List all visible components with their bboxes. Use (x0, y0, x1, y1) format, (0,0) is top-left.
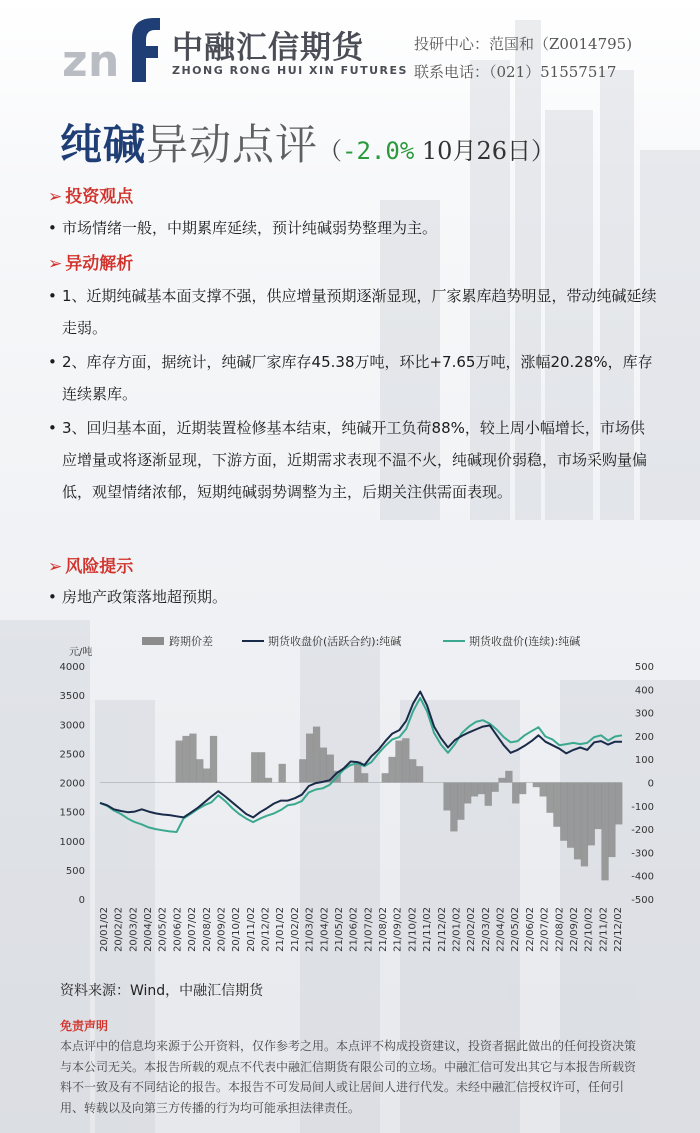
x-tick-label: 20/12/02 (260, 907, 272, 952)
x-tick-label: 21/05/02 (333, 907, 345, 952)
bullet-dot-icon: • (48, 419, 57, 437)
x-tick-label: 22/05/02 (510, 907, 522, 952)
disclaimer-text: 本点评中的信息均来源于公开资料，仅作参考之用。本点评不构成投资建议，投资者据此做出的任何投资决策与本公司无关。本报告所载的观点不代表中融汇信期货有限公司的立场。中融汇信可发出其它与本报告所载资料不一致及有不同结论的报告。本报告不可发局间人或让居间人进行代发。未经中融汇信授权许可，任何引用、转载以及向第三方传播的行为均可能承担法律责任。 (60, 1039, 637, 1115)
spread-bar (258, 752, 265, 782)
x-tick-label: 20/08/02 (201, 907, 213, 952)
x-tick-label: 21/09/02 (392, 907, 404, 952)
spread-bar (182, 736, 189, 783)
y-right-tick-label: 0 (647, 778, 654, 790)
x-tick-label: 22/03/02 (480, 907, 492, 952)
y-left-tick-label: 3500 (59, 691, 85, 703)
x-tick-label: 22/08/02 (554, 907, 566, 952)
y-right-tick-label: -300 (631, 848, 654, 860)
spread-bar (553, 783, 560, 827)
spread-bar (505, 771, 512, 783)
title-paren: （ (318, 137, 343, 165)
y-left-tick-label: 2500 (59, 749, 85, 761)
spread-bar (546, 783, 553, 813)
chart-svg (50, 628, 665, 963)
spread-bar (279, 764, 286, 783)
y-right-tick-label: 400 (634, 685, 654, 697)
y-axis-unit-label: 元/吨 (69, 647, 93, 658)
spread-bar (196, 759, 203, 782)
spread-bar (361, 773, 368, 782)
company-logo-icon (62, 12, 166, 82)
svg-text:n: n (88, 36, 120, 82)
spread-bar (203, 769, 210, 783)
spread-bar (409, 759, 416, 782)
x-tick-label: 20/04/02 (143, 907, 155, 952)
x-tick-label: 21/02/02 (289, 907, 301, 952)
legend-label-active: 期货收盘价(活跃合约):纯碱 (268, 635, 402, 648)
spread-bar (450, 783, 457, 832)
spread-bar (265, 778, 272, 783)
section-heading-analysis: ➢ 异动解析 (48, 254, 134, 274)
contact-phone: 联系电话：（021）51557517 (414, 63, 617, 81)
y-left-tick-label: 1000 (59, 836, 85, 848)
spread-bar (498, 778, 505, 783)
y-left-tick-label: 3000 (59, 720, 85, 732)
y-left-tick-label: 2000 (59, 778, 85, 790)
x-tick-label: 22/01/02 (451, 907, 463, 952)
bullet-item: • 3、回归基本面，近期装置检修基本结束，纯碱开工负荷88%，较上周小幅增长，市场供应增量或将逐渐显现，下游方面，近期需求表现不温不火，纯碱现价弱稳，市场采购量偏低，观望情绪浓郁，短期纯碱弱势调整为主，后期关注供需面表现。 (48, 412, 658, 508)
spread-bar (492, 783, 499, 792)
y-left-tick-label: 4000 (59, 662, 85, 673)
x-tick-label: 22/10/02 (583, 907, 595, 952)
spread-bar (560, 783, 567, 841)
report-title (60, 112, 555, 172)
y-right-tick-label: 200 (634, 731, 654, 743)
x-tick-label: 20/03/02 (128, 907, 140, 952)
spread-bar (306, 734, 313, 783)
y-right-tick-label: -200 (631, 825, 654, 837)
spread-bar (320, 748, 327, 783)
data-source: 资料来源：Wind，中融汇信期货 (60, 983, 264, 999)
x-tick-label: 20/06/02 (172, 907, 184, 952)
bullet-item: • 2、库存方面，据统计，纯碱厂家库存45.38万吨，环比+7.65万吨，涨幅20.28%，库存连续累库。 (48, 346, 658, 410)
x-tick-label: 22/02/02 (466, 907, 478, 952)
spread-bar (588, 783, 595, 846)
spread-bar (615, 783, 622, 825)
title-subject: 异动点评 (146, 120, 319, 169)
report-header (0, 0, 700, 100)
disclaimer-title: 免责声明 (60, 1019, 109, 1033)
x-tick-label: 20/11/02 (245, 907, 257, 952)
x-tick-label: 21/08/02 (378, 907, 390, 952)
x-tick-label: 22/09/02 (568, 907, 580, 952)
bullet-item: • 1、近期纯碱基本面支撑不强，供应增量预期逐渐显现，厂家累库趋势明显，带动纯碱延续走弱。 (48, 280, 658, 344)
x-tick-label: 22/07/02 (539, 907, 551, 952)
spread-bar (176, 741, 183, 783)
chevron-right-icon: ➢ (48, 254, 63, 274)
spread-bar (485, 783, 492, 806)
spread-bar (189, 734, 196, 783)
bullet-dot-icon: • (48, 353, 57, 371)
bullet-dot-icon: • (48, 287, 57, 305)
y-left-tick-label: 0 (78, 895, 85, 906)
spread-bar (382, 773, 389, 782)
x-tick-label: 22/04/02 (495, 907, 507, 952)
x-tick-label: 21/06/02 (348, 907, 360, 952)
x-tick-label: 21/04/02 (319, 907, 331, 952)
y-left-tick-label: 500 (65, 865, 85, 877)
spread-bar (581, 783, 588, 867)
company-name-en: ZHONG RONG HUI XIN FUTURES (172, 64, 408, 77)
bullet-item: • 市场情绪一般，中期累库延续，预计纯碱弱势整理为主。 (48, 212, 658, 244)
spread-bar (416, 766, 423, 782)
x-tick-label: 22/12/02 (613, 907, 624, 952)
spread-bar (595, 783, 602, 830)
chevron-right-icon: ➢ (48, 557, 63, 577)
title-change-pct: -2.0% (342, 137, 415, 165)
spread-bar (601, 783, 608, 881)
legend-label-spread: 跨期价差 (169, 635, 213, 648)
price-spread-chart (50, 628, 665, 963)
legend-label-continuous: 期货收盘价(连续):纯碱 (469, 635, 581, 648)
y-right-tick-label: -100 (631, 801, 654, 813)
x-tick-label: 21/10/02 (407, 907, 419, 952)
spread-bar (512, 783, 519, 804)
x-tick-label: 20/07/02 (187, 907, 199, 952)
spread-bar (540, 783, 547, 797)
x-tick-label: 21/11/02 (422, 907, 434, 952)
y-right-tick-label: -500 (631, 895, 654, 906)
spread-bar (313, 727, 320, 783)
legend-swatch-spread (142, 637, 164, 645)
spread-bar (299, 759, 306, 782)
y-right-tick-label: -400 (631, 871, 654, 883)
spread-bar (395, 741, 402, 783)
spread-bar (608, 783, 615, 858)
spread-bar (402, 738, 409, 782)
x-tick-label: 20/09/02 (216, 907, 228, 952)
x-tick-label: 21/03/02 (304, 907, 316, 952)
section-heading-view: ➢ 投资观点 (48, 187, 134, 207)
y-left-tick-label: 1500 (59, 807, 85, 819)
spread-bar (478, 783, 485, 795)
x-tick-label: 22/11/02 (598, 907, 610, 952)
bullet-item: • 房地产政策落地超预期。 (48, 581, 658, 613)
title-date: 10月26日） (414, 137, 555, 165)
spread-bar (533, 783, 540, 788)
spread-bar (471, 783, 478, 797)
x-tick-label: 20/05/02 (157, 907, 169, 952)
bullet-dot-icon: • (48, 588, 57, 606)
x-tick-label: 20/10/02 (231, 907, 243, 952)
svg-text:z: z (62, 36, 88, 82)
x-tick-label: 22/06/02 (524, 907, 536, 952)
company-name-cn: 中融汇信期货 (172, 30, 364, 66)
y-right-tick-label: 300 (634, 708, 654, 720)
spread-bar (567, 783, 574, 848)
chevron-right-icon: ➢ (48, 187, 63, 207)
spread-bar (210, 736, 217, 783)
spread-bar (443, 783, 450, 811)
bullet-dot-icon: • (48, 219, 57, 237)
x-tick-label: 20/01/02 (99, 907, 110, 952)
spread-bar (464, 783, 471, 804)
title-product: 纯碱 (60, 120, 147, 169)
contact-analyst: 投研中心：范国和（Z0014795) (414, 35, 633, 53)
spread-bar (457, 783, 464, 820)
y-right-tick-label: 500 (634, 662, 654, 673)
section-heading-risk: ➢ 风险提示 (48, 557, 134, 577)
spread-bar (574, 783, 581, 860)
x-tick-label: 21/01/02 (275, 907, 287, 952)
y-right-tick-label: 100 (634, 755, 654, 767)
spread-bar (251, 752, 258, 782)
x-tick-label: 21/07/02 (363, 907, 375, 952)
contact-info (414, 30, 632, 86)
x-tick-label: 21/12/02 (436, 907, 448, 952)
spread-bar (519, 783, 526, 795)
spread-bar (388, 757, 395, 783)
x-tick-label: 20/02/02 (113, 907, 125, 952)
